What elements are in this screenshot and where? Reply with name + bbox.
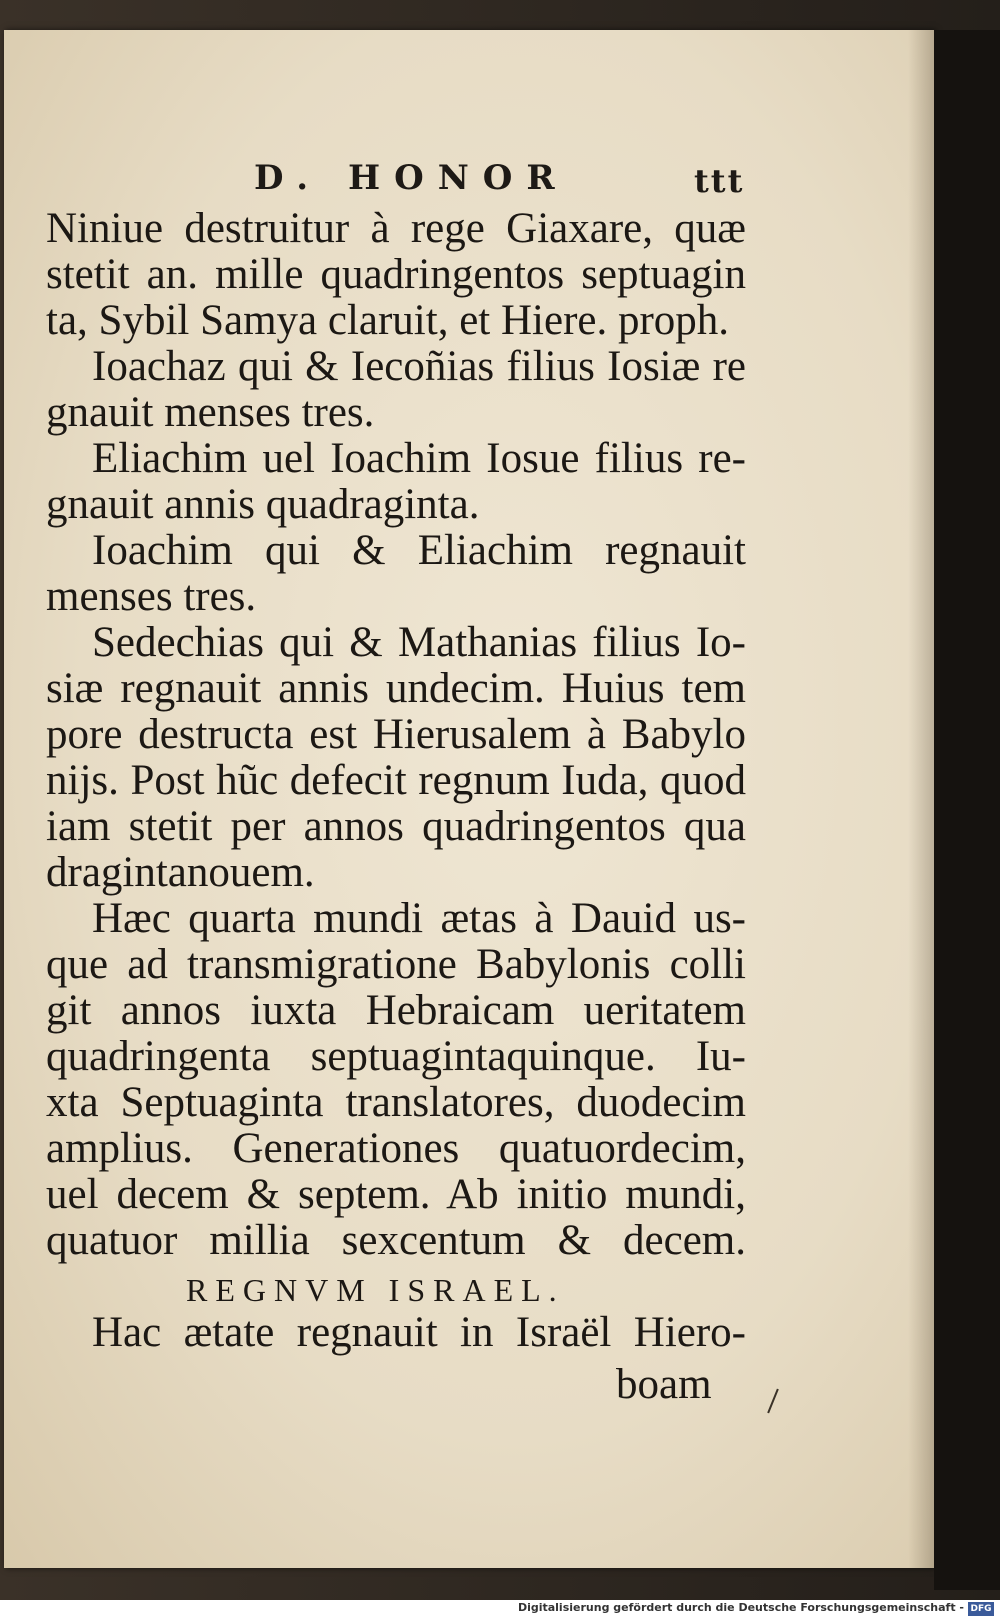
text-line: quatuor millia sexcentum & decem. (46, 1217, 746, 1264)
book-edge-shadow (934, 30, 1000, 1590)
text-line: Ioachim qui & Eliachim regnauit (92, 527, 746, 574)
section-heading: REGNVM ISRAEL. (186, 1272, 565, 1308)
running-head: D. HONOR (254, 158, 569, 198)
text-line: gnauit annis quadraginta. (46, 481, 480, 528)
text-line: menses tres. (46, 573, 257, 620)
folio-number: ttt (694, 162, 745, 200)
text-line: xta Septuaginta translatores, duodecim (46, 1079, 746, 1126)
text-line: stetit an. mille quadringentos septuagin (46, 251, 746, 298)
text-line: nijs. Post hũc defecit regnum Iuda, quod (46, 757, 746, 804)
text-line: quadringenta septuagintaquinque. Iu- (46, 1033, 746, 1080)
catchword: boam (616, 1361, 712, 1408)
pen-mark (767, 1389, 779, 1414)
text-line: siæ regnauit annis undecim. Huius tem (46, 665, 746, 712)
text-line: Hac ætate regnauit in Israël Hiero- (92, 1309, 746, 1356)
text-line: dragintanouem. (46, 849, 315, 896)
text-line: Hæc quarta mundi ætas à Dauid us- (92, 895, 746, 942)
text-line: pore destructa est Hierusalem à Babylo (46, 711, 746, 758)
text-line: Sedechias qui & Mathanias filius Io- (92, 619, 746, 666)
text-line: Ioachaz qui & Iecoñias filius Iosiæ re (92, 343, 746, 390)
text-line: iam stetit per annos quadringentos qua (46, 803, 746, 850)
body-text (46, 206, 746, 1356)
text-line: ta, Sybil Samya claruit, et Hiere. proph. (46, 297, 730, 344)
text-line: Eliachim uel Ioachim Iosue filius re- (92, 435, 746, 482)
text-line: amplius. Generationes quatuordecim, (46, 1125, 746, 1172)
text-line: git annos iuxta Hebraicam ueritatem (46, 987, 746, 1034)
text-line: Niniue destruitur à rege Giaxare, quæ (46, 205, 746, 252)
footer-credit: Digitalisierung gefördert durch die Deutsche Forschungsgemeinschaft - (517, 1601, 964, 1614)
book-page (4, 30, 934, 1568)
text-line: uel decem & septem. Ab initio mundi, (46, 1171, 746, 1218)
dfg-logo: DFG (968, 1602, 994, 1616)
text-line: gnauit menses tres. (46, 389, 375, 436)
text-line: que ad transmigratione Babylonis colli (46, 941, 746, 988)
